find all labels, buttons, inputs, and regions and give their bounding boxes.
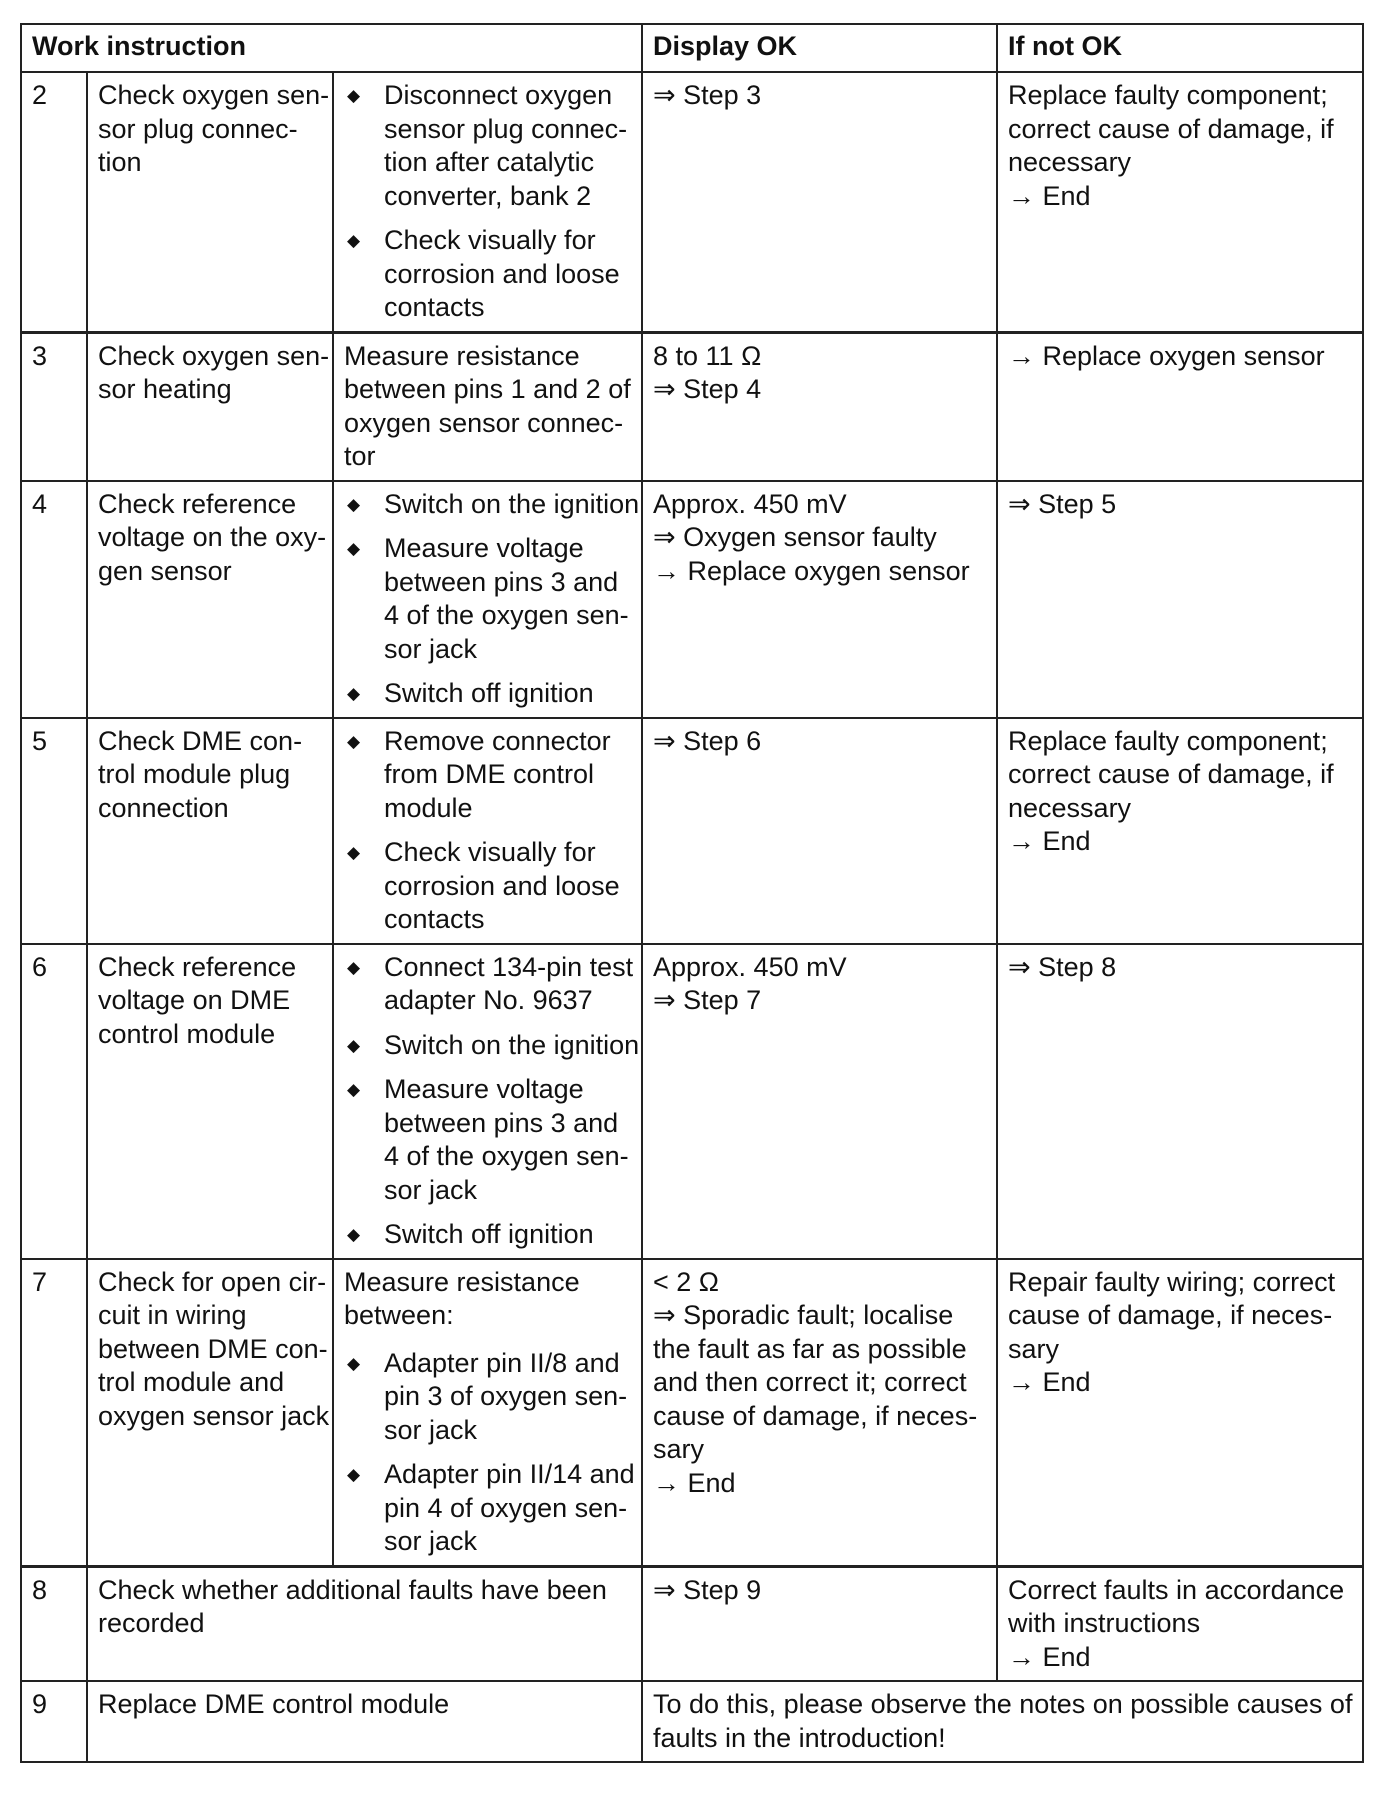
step-title-text: [98, 1574, 631, 1641]
if-not-ok-cell: [997, 332, 1363, 481]
step-title-text-line: Check oxygen sen-: [98, 80, 330, 110]
note-text: [653, 1688, 1352, 1755]
step-number: 8: [21, 1566, 87, 1681]
step-number: 7: [21, 1259, 87, 1567]
step-title-text: [98, 951, 322, 1052]
display-ok-text-line: ⇒ Sporadic fault; localise: [653, 1300, 954, 1330]
if-not-ok-text-line: → End: [1008, 1367, 1091, 1397]
step-title: [87, 72, 333, 332]
step-title-text-line: Check for open cir-: [98, 1266, 327, 1297]
bullet-text-line: 4 of the oxygen sen-: [384, 600, 629, 630]
header-if-not-ok: If not OK: [997, 24, 1363, 72]
bullet-item: [344, 1347, 631, 1448]
step-title-text-line: between DME con-: [98, 1333, 328, 1364]
step-number: 3: [21, 332, 87, 481]
display-ok-cell: [642, 1259, 997, 1567]
bullet-text-line: sor jack: [384, 1174, 478, 1205]
display-ok-cell: [642, 72, 997, 332]
display-ok-text-line: ⇒ Step 4: [653, 374, 762, 404]
bullet-text-line: ◆ Remove connector: [384, 725, 611, 756]
bullet-text: [384, 488, 640, 522]
bullet-text-line: between pins 3 and: [384, 566, 619, 597]
step-title-text-line: cuit in wiring: [98, 1300, 247, 1330]
if-not-ok-text-line: necessary: [1008, 792, 1132, 823]
bullet-text: [384, 951, 634, 1018]
note-text-line: faults in the introduction!: [653, 1722, 946, 1753]
if-not-ok-text: [1008, 1574, 1352, 1675]
display-ok-text: [653, 951, 986, 1018]
bullet-text: [384, 224, 631, 325]
bullet-item: [344, 532, 631, 666]
bullet-text-line: ◆ Measure voltage: [384, 1074, 584, 1104]
bullet-text: [384, 79, 631, 213]
if-not-ok-text-line: → Replace oxygen sensor: [1008, 340, 1325, 371]
display-ok-text-line: cause of damage, if neces-: [653, 1400, 978, 1431]
bullet-text: [384, 1218, 631, 1252]
if-not-ok-text-line: correct cause of damage, if: [1008, 759, 1334, 789]
bullet-text-line: contacts: [384, 292, 485, 322]
display-ok-text-line: Approx. 450 mV: [653, 951, 847, 982]
if-not-ok-cell: [997, 718, 1363, 944]
display-ok-cell: [642, 718, 997, 944]
step-title-text: [98, 1688, 631, 1722]
display-ok-text: [653, 79, 986, 113]
step-title-text-line: Check reference: [98, 951, 297, 982]
bullet-text-line: pin 4 of oxygen sen-: [384, 1492, 628, 1523]
bullet-text-line: ◆ Connect 134-pin test: [384, 951, 634, 982]
header-display-ok: Display OK: [642, 24, 997, 72]
bullet-item: [344, 1073, 631, 1207]
display-ok-text-line: → End: [653, 1467, 736, 1498]
step-actions: [333, 1259, 642, 1567]
step-title: [87, 1681, 642, 1762]
action-text: [344, 340, 631, 474]
if-not-ok-cell: [997, 1566, 1363, 1681]
bullet-text-line: pin 3 of oxygen sen-: [384, 1381, 628, 1411]
step-actions: [333, 944, 642, 1259]
display-ok-text-line: < 2 Ω: [653, 1266, 719, 1297]
if-not-ok-text: [1008, 79, 1352, 213]
if-not-ok-text: [1008, 1266, 1352, 1400]
bullet-text-line: from DME control: [384, 759, 595, 789]
step-title-text-line: gen sensor: [98, 555, 232, 586]
if-not-ok-text-line: ⇒ Step 8: [1008, 951, 1117, 982]
display-ok-text-line: the fault as far as possible: [653, 1333, 967, 1364]
display-ok-text-line: ⇒ Step 3: [653, 80, 762, 110]
step-title-text-line: voltage on the oxy-: [98, 522, 327, 552]
if-not-ok-text: [1008, 488, 1352, 522]
display-ok-text: [653, 1574, 986, 1608]
bullet-item: [344, 677, 631, 711]
display-ok-text: [653, 340, 986, 407]
step-title-text-line: sor plug connec-: [98, 113, 298, 144]
if-not-ok-text-line: → End: [1008, 826, 1091, 856]
action-text-line: Measure resistance: [344, 1266, 580, 1297]
step-title-text: [98, 725, 322, 826]
step-title: [87, 1259, 333, 1567]
table-row: [21, 72, 1363, 332]
bullet-item: [344, 1218, 631, 1252]
if-not-ok-text: [1008, 340, 1352, 374]
step-title-text-line: Check whether additional faults have been: [98, 1574, 607, 1605]
bullet-text-line: ◆ Disconnect oxygen: [384, 80, 613, 110]
display-ok-text-line: Approx. 450 mV: [653, 488, 847, 519]
bullet-item: [344, 224, 631, 325]
action-text-line: between pins 1 and 2 of: [344, 374, 631, 404]
bullet-text-line: tion after catalytic: [384, 147, 595, 177]
step-title-text-line: Replace DME control module: [98, 1689, 450, 1719]
if-not-ok-text-line: ⇒ Step 5: [1008, 488, 1117, 519]
bullet-list: [344, 79, 631, 325]
step-title-text-line: Check reference: [98, 488, 297, 519]
display-ok-text: [653, 1266, 986, 1501]
display-ok-cell: [642, 481, 997, 718]
step-title-text-line: voltage on DME: [98, 985, 291, 1015]
display-ok-cell: [642, 944, 997, 1259]
bullet-text-line: ◆ Check visually for: [384, 225, 596, 255]
bullet-text-line: sor jack: [384, 1526, 478, 1556]
step-title-text-line: tion: [98, 147, 142, 177]
step-title-text-line: recorded: [98, 1608, 205, 1638]
step-actions: [333, 72, 642, 332]
if-not-ok-text-line: → End: [1008, 180, 1091, 211]
table-row: [21, 1259, 1363, 1567]
display-ok-text: [653, 488, 986, 589]
step-actions: [333, 718, 642, 944]
bullet-list: [344, 951, 640, 1252]
if-not-ok-text-line: with instructions: [1008, 1608, 1201, 1638]
step-title-text-line: Check oxygen sen-: [98, 340, 330, 371]
if-not-ok-cell: [997, 72, 1363, 332]
step-title-text: [98, 340, 330, 407]
bullet-text-line: sor jack: [384, 633, 478, 664]
display-ok-text-line: sary: [653, 1434, 705, 1464]
action-text-line: oxygen sensor connec-: [344, 407, 624, 438]
if-not-ok-text-line: correct cause of damage, if: [1008, 113, 1334, 144]
bullet-text-line: 4 of the oxygen sen-: [384, 1141, 629, 1171]
bullet-item: [344, 1458, 635, 1559]
bullet-list: [344, 1347, 635, 1559]
header-row: [21, 24, 1363, 72]
display-ok-text-line: ⇒ Oxygen sensor faulty: [653, 522, 937, 552]
bullet-text-line: ◆ Adapter pin II/8 and: [384, 1347, 620, 1378]
step-actions: [333, 332, 642, 481]
step-number: 4: [21, 481, 87, 718]
display-ok-text-line: ⇒ Step 6: [653, 725, 762, 756]
bullet-text-line: ◆ Check visually for: [384, 837, 596, 867]
work-instruction-table: [20, 23, 1364, 1763]
display-ok-cell: [642, 1566, 997, 1681]
bullet-text-line: corrosion and loose: [384, 258, 620, 289]
bullet-text-line: adapter No. 9637: [384, 985, 593, 1015]
step-title-text-line: connection: [98, 792, 229, 823]
bullet-text-line: converter, bank 2: [384, 180, 592, 211]
action-text: [344, 1266, 631, 1333]
step-title-text-line: trol module and: [98, 1367, 285, 1397]
bullet-text-line: sor jack: [384, 1414, 478, 1445]
step-title-text-line: trol module plug: [98, 759, 291, 789]
table-row: [21, 944, 1363, 1259]
if-not-ok-text-line: Repair faulty wiring; correct: [1008, 1266, 1336, 1297]
action-text-line: between:: [344, 1300, 454, 1330]
bullet-text: [384, 532, 631, 666]
bullet-text-line: ◆ Switch off ignition: [384, 1219, 594, 1249]
step-title: [87, 718, 333, 944]
if-not-ok-text: [1008, 951, 1352, 985]
bullet-text: [384, 1458, 635, 1559]
if-not-ok-cell: [997, 944, 1363, 1259]
display-ok-text-line: 8 to 11 Ω: [653, 340, 762, 371]
step-title-text-line: control module: [98, 1018, 276, 1049]
table-row: [21, 481, 1363, 718]
action-spacer: [344, 1333, 631, 1347]
bullet-text-line: between pins 3 and: [384, 1107, 619, 1138]
step-actions: [333, 481, 642, 718]
step-title: [87, 481, 333, 718]
bullet-text-line: ◆ Switch on the ignition: [384, 488, 640, 519]
display-ok-text-line: → Replace oxygen sensor: [653, 555, 970, 586]
step-title: [87, 944, 333, 1259]
table-row: [21, 1566, 1363, 1681]
if-not-ok-cell: [997, 481, 1363, 718]
bullet-item: [344, 725, 631, 826]
step-number: 6: [21, 944, 87, 1259]
display-ok-text-line: ⇒ Step 9: [653, 1574, 762, 1605]
table-row: [21, 332, 1363, 481]
step-title-text-line: sor heating: [98, 374, 232, 404]
if-not-ok-text-line: cause of damage, if neces-: [1008, 1300, 1333, 1330]
step-title-text: [98, 79, 330, 180]
bullet-text-line: ◆ Switch off ignition: [384, 678, 594, 708]
step-title-text: [98, 488, 327, 589]
step-title-text-line: Check DME con-: [98, 725, 303, 756]
if-not-ok-cell: [997, 1259, 1363, 1567]
note-text-line: To do this, please observe the notes on possible causes of: [653, 1689, 1353, 1719]
if-not-ok-text-line: → End: [1008, 1641, 1091, 1672]
header-work-instruction: Work instruction: [21, 24, 642, 72]
bullet-item: [344, 488, 640, 522]
if-not-ok-text-line: Replace faulty component;: [1008, 80, 1328, 110]
if-not-ok-text: [1008, 725, 1352, 859]
table-row: [21, 718, 1363, 944]
bullet-text-line: contacts: [384, 904, 485, 934]
bullet-item: [344, 836, 631, 937]
bullet-list: [344, 725, 631, 937]
bullet-item: [344, 951, 634, 1018]
bullet-item: [344, 79, 631, 213]
bullet-text: [384, 1347, 631, 1448]
table-row: [21, 1681, 1363, 1762]
if-not-ok-text-line: necessary: [1008, 147, 1132, 177]
display-ok-cell: [642, 332, 997, 481]
if-not-ok-text-line: Replace faulty component;: [1008, 725, 1328, 756]
bullet-text: [384, 677, 631, 711]
bullet-text-line: ◆ Measure voltage: [384, 533, 584, 563]
if-not-ok-text-line: sary: [1008, 1333, 1060, 1364]
if-not-ok-text-line: Correct faults in accordance: [1008, 1574, 1345, 1605]
step-title: [87, 1566, 642, 1681]
step-number: 9: [21, 1681, 87, 1762]
bullet-text-line: module: [384, 792, 473, 823]
step-title-text: [98, 1266, 330, 1434]
display-ok-text: [653, 725, 986, 759]
step-title: [87, 332, 333, 481]
bullet-text-line: ◆ Switch on the ignition: [384, 1029, 640, 1060]
step-note: [642, 1681, 1363, 1762]
bullet-list: [344, 488, 640, 711]
bullet-text: [384, 836, 631, 937]
action-text-line: Measure resistance: [344, 340, 580, 371]
step-number: 5: [21, 718, 87, 944]
step-number: 2: [21, 72, 87, 332]
bullet-text: [384, 1029, 640, 1063]
bullet-text-line: corrosion and loose: [384, 870, 620, 901]
bullet-text: [384, 1073, 631, 1207]
action-text-line: tor: [344, 441, 376, 471]
display-ok-text-line: and then correct it; correct: [653, 1367, 967, 1397]
bullet-text-line: ◆ Adapter pin II/14 and: [384, 1459, 635, 1489]
display-ok-text-line: ⇒ Step 7: [653, 985, 762, 1015]
step-title-text-line: oxygen sensor jack: [98, 1400, 330, 1431]
bullet-text-line: sensor plug connec-: [384, 113, 628, 144]
bullet-text: [384, 725, 631, 826]
bullet-item: [344, 1029, 640, 1063]
